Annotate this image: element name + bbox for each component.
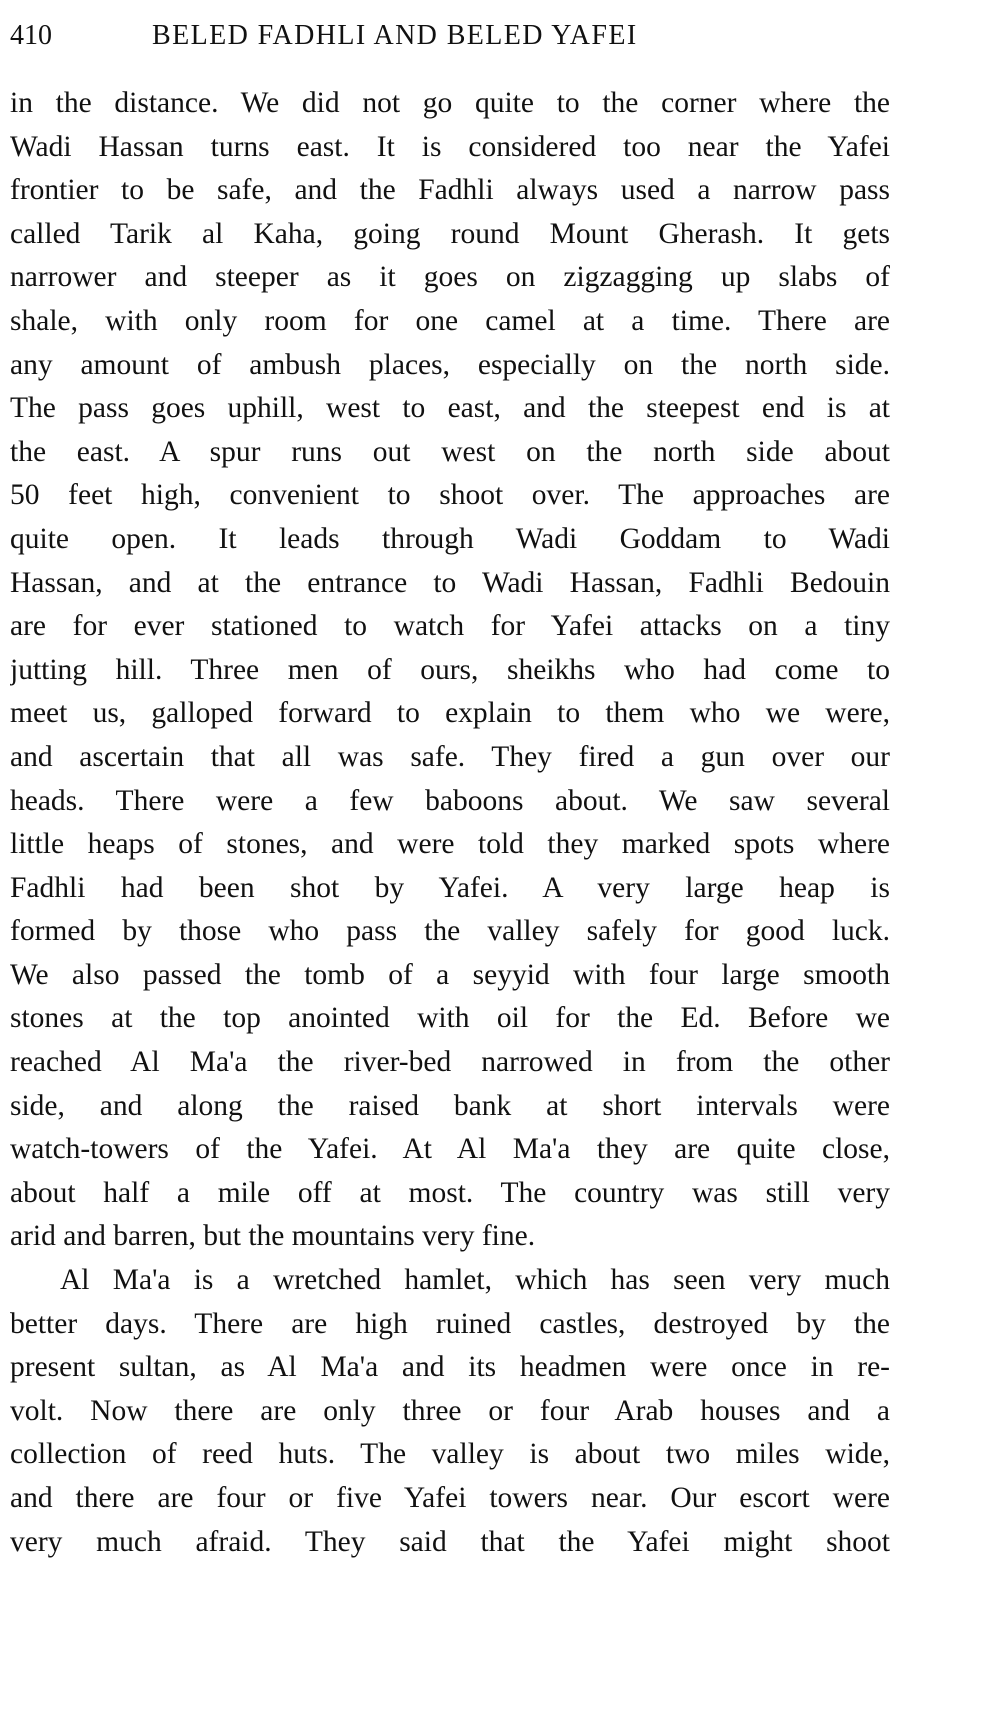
text-line: narrower and steeper as it goes on zigzagging up slabs of [10,261,890,294]
text-line: The pass goes uphill, west to east, and the steepest end is at [10,392,890,425]
text-line: formed by those who pass the valley safely for good luck. [10,915,890,948]
text-line: watch-towers of the Yafei. At Al Ma'a they are quite close, [10,1133,890,1166]
text-line: very much afraid. They said that the Yafei might shoot [10,1525,890,1558]
page-number: 410 [10,20,52,51]
running-title: BELED FADHLI AND BELED YAFEI [152,20,638,51]
text-line: side, and along the raised bank at short intervals were [10,1089,890,1122]
text-line: called Tarik al Kaha, going round Mount Gherash. It gets [10,217,890,250]
body-text [10,82,890,1564]
text-line: in the distance. We did not go quite to the corner where the [10,87,890,119]
text-line: present sultan, as Al Ma'a and its headmen were once in re- [10,1351,890,1384]
text-line: about half a mile off at most. The country was still very [10,1176,890,1209]
text-line: 50 feet high, convenient to shoot over. The approaches are [10,479,890,512]
text-line: stones at the top anointed with oil for the Ed. Before we [10,1002,890,1035]
text-line: meet us, galloped forward to explain to them who we were, [10,697,890,730]
text-line: heads. There were a few baboons about. We saw several [10,784,890,817]
text-line: are for ever stationed to watch for Yafei attacks on a tiny [10,610,890,643]
text-line: collection of reed huts. The valley is about two miles wide, [10,1438,890,1471]
text-line: quite open. It leads through Wadi Goddam to Wadi [10,522,890,555]
text-line: We also passed the tomb of a seyyid with four large smooth [10,958,890,991]
text-line: the east. A spur runs out west on the north side about [10,435,890,468]
paragraph-start-line: Al Ma'a is a wretched hamlet, which has seen very much [60,1264,890,1297]
text-line: jutting hill. Three men of ours, sheikhs who had come to [10,653,890,686]
text-line: Hassan, and at the entrance to Wadi Hassan, Fadhli Bedouin [10,566,890,599]
text-line: any amount of ambush places, especially on the north side. [10,348,890,381]
text-line: better days. There are high ruined castles, destroyed by the [10,1307,890,1340]
text-line: little heaps of stones, and were told they marked spots where [10,828,890,861]
paragraph-end-line: arid and barren, but the mountains very fine. [10,1220,536,1253]
text-line: Fadhli had been shot by Yafei. A very large heap is [10,871,890,904]
text-line: volt. Now there are only three or four Arab houses and a [10,1394,890,1427]
text-line: shale, with only room for one camel at a time. There are [10,304,890,337]
text-line: and ascertain that all was safe. They fired a gun over our [10,740,890,773]
text-line: Wadi Hassan turns east. It is considered too near the Yafei [10,130,890,163]
text-line: and there are four or five Yafei towers near. Our escort were [10,1482,890,1514]
running-head [10,16,890,56]
text-line: reached Al Ma'a the river-bed narrowed in from the other [10,1046,890,1079]
text-line: frontier to be safe, and the Fadhli always used a narrow pass [10,174,890,207]
